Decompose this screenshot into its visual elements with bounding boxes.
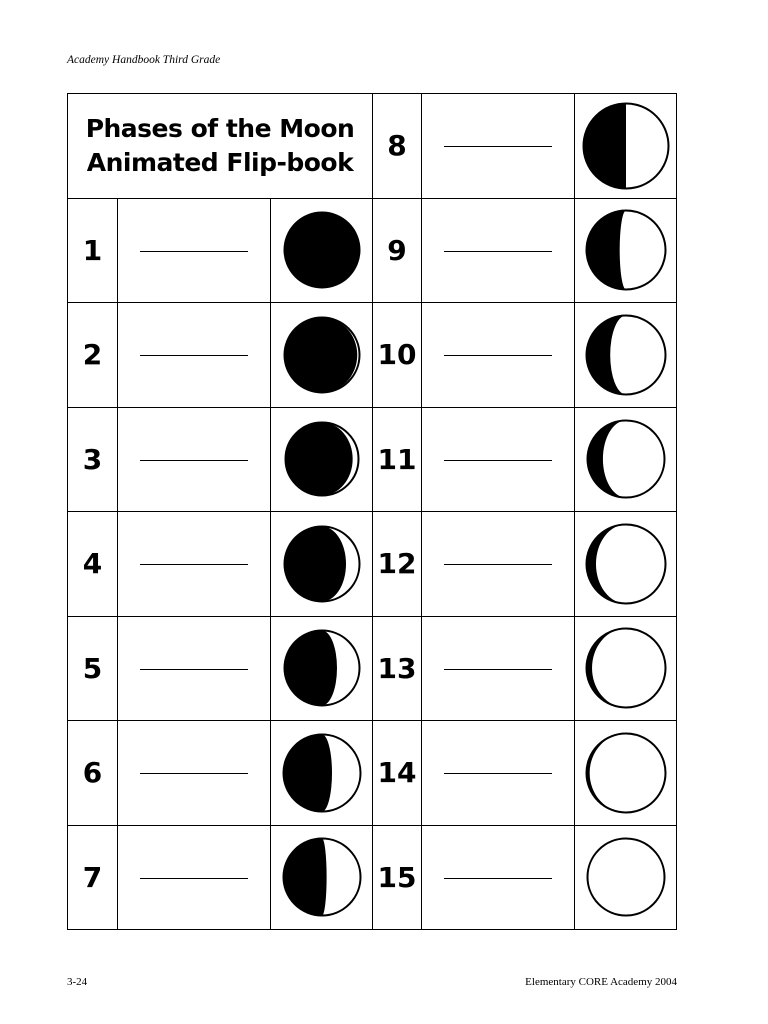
table-row [68, 94, 677, 199]
moon-cell [575, 721, 677, 826]
moon-shadow [284, 631, 337, 706]
moon-phase-icon [283, 316, 361, 394]
phase-number: 12 [373, 512, 422, 617]
answer-blank[interactable] [422, 825, 575, 930]
answer-blank[interactable] [118, 721, 271, 826]
phase-number: 10 [373, 303, 422, 408]
table-row [68, 303, 677, 408]
moon-shadow [583, 103, 625, 188]
answer-blank[interactable] [422, 407, 575, 512]
moon-cell [271, 825, 373, 930]
title-line-1: Phases of the Moon [85, 113, 355, 143]
moon-phase-icon [582, 102, 670, 190]
page-number: 3-24 [67, 976, 88, 988]
moon-phase-icon [283, 629, 361, 707]
moon-phase-icon [283, 211, 361, 289]
moon-shadow [284, 526, 346, 601]
phase-number: 9 [373, 198, 422, 303]
answer-blank[interactable] [118, 407, 271, 512]
answer-blank[interactable] [118, 825, 271, 930]
answer-blank[interactable] [422, 721, 575, 826]
phase-number: 4 [68, 512, 118, 617]
moon-cell [575, 825, 677, 930]
moon-phase-icon [283, 525, 361, 603]
moon-cell [575, 616, 677, 721]
moon-cell [575, 198, 677, 303]
moon-cell [575, 512, 677, 617]
phase-number: 13 [373, 616, 422, 721]
page-footer: Elementary CORE Academy 2004 [525, 976, 677, 988]
phase-number: 1 [68, 198, 118, 303]
phase-number: 14 [373, 721, 422, 826]
phase-number: 7 [68, 825, 118, 930]
answer-blank[interactable] [118, 616, 271, 721]
moon-disk [587, 839, 664, 916]
moon-cell [271, 407, 373, 512]
phase-number: 2 [68, 303, 118, 408]
phase-number: 5 [68, 616, 118, 721]
moon-phase-icon [585, 627, 667, 709]
moon-phase-icon [586, 419, 666, 499]
moon-phase-icon [284, 421, 360, 497]
page-header: Academy Handbook Third Grade [67, 54, 221, 66]
flipbook-table [67, 93, 677, 930]
answer-blank[interactable] [422, 303, 575, 408]
moon-phase-icon [282, 837, 362, 917]
table-row [68, 512, 677, 617]
phase-number: 11 [373, 407, 422, 512]
moon-phase-icon [585, 314, 667, 396]
moon-shadow [284, 317, 357, 392]
table-row [68, 198, 677, 303]
moon-cell [271, 616, 373, 721]
answer-blank[interactable] [118, 512, 271, 617]
title-line-2: Animated Flip-book [86, 147, 354, 177]
phase-number: 8 [373, 94, 422, 199]
moon-cell [271, 512, 373, 617]
phase-number: 15 [373, 825, 422, 930]
table-row [68, 825, 677, 930]
moon-cell [271, 721, 373, 826]
answer-blank[interactable] [422, 94, 575, 199]
moon-phase-icon [282, 733, 362, 813]
table-row [68, 407, 677, 512]
moon-phase-icon [585, 732, 667, 814]
moon-phase-icon [585, 523, 667, 605]
phase-number: 3 [68, 407, 118, 512]
answer-blank[interactable] [118, 303, 271, 408]
table-row [68, 721, 677, 826]
answer-blank[interactable] [422, 616, 575, 721]
moon-cell [271, 303, 373, 408]
moon-phase-icon [586, 837, 666, 917]
page-title [68, 94, 373, 199]
answer-blank[interactable] [118, 198, 271, 303]
answer-blank[interactable] [422, 512, 575, 617]
moon-cell [575, 94, 677, 199]
answer-blank[interactable] [422, 198, 575, 303]
moon-cell [271, 198, 373, 303]
moon-shadow [283, 839, 326, 916]
moon-shadow [283, 734, 331, 811]
phase-number: 6 [68, 721, 118, 826]
table-row [68, 616, 677, 721]
moon-disk [284, 213, 359, 288]
moon-phase-icon [585, 209, 667, 291]
moon-cell [575, 303, 677, 408]
moon-cell [575, 407, 677, 512]
